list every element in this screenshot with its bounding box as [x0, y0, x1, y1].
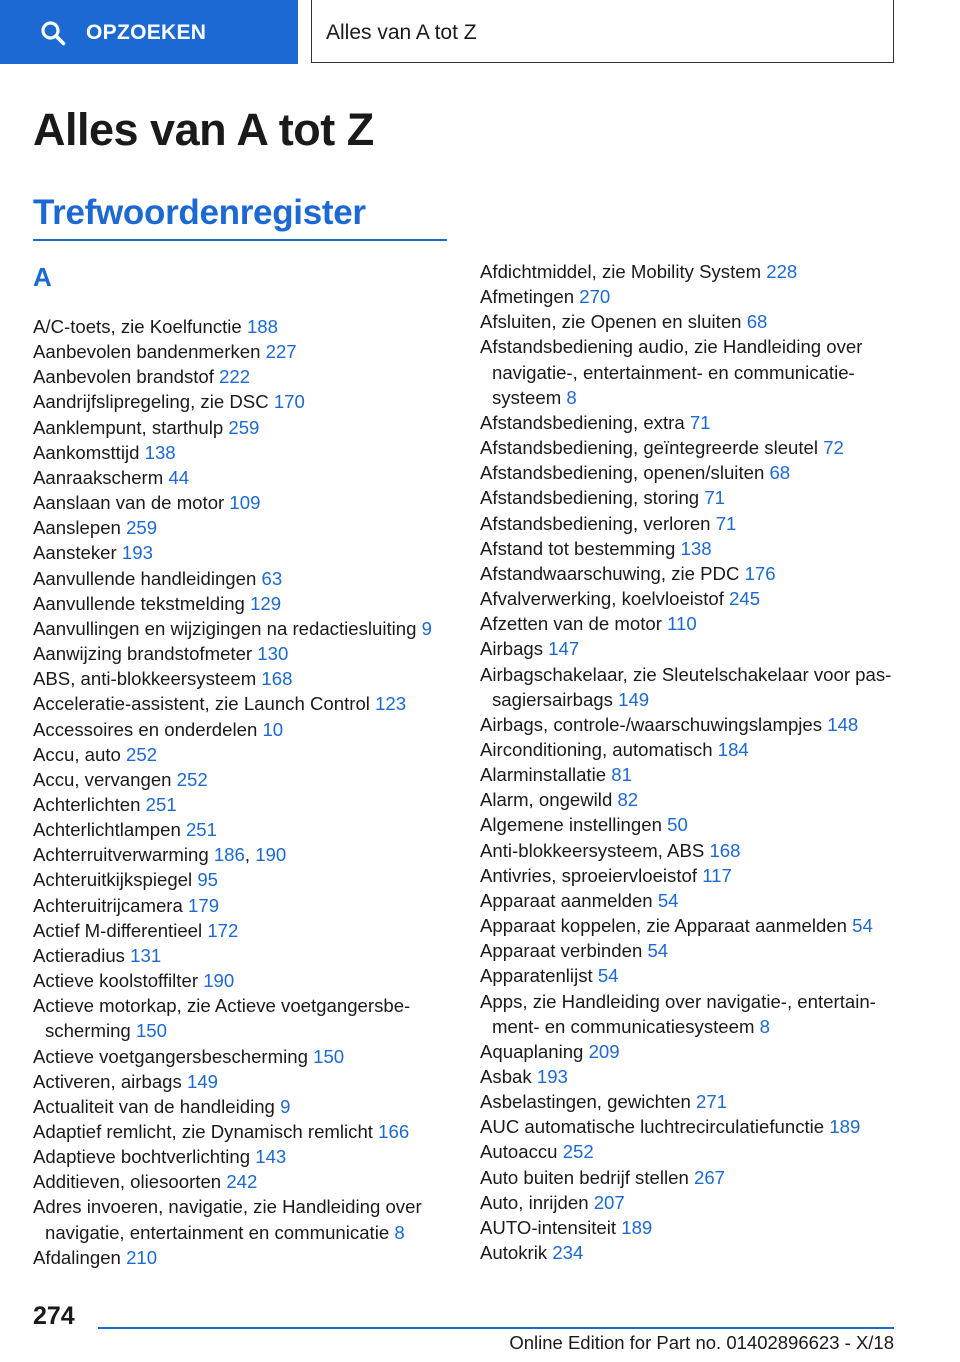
index-entry-term: Additieven, oliesoorten [33, 1171, 222, 1193]
index-entry-term: Auto buiten bedrijf stellen [480, 1166, 689, 1188]
page-link[interactable]: 168 [709, 839, 741, 861]
index-entry-term: Aanvullende tekstmelding [33, 592, 245, 614]
index-entry-term: Afdalingen [33, 1246, 121, 1268]
index-entry [480, 963, 898, 988]
index-entry [480, 662, 898, 712]
index-entry-term: Afstandsbediening, geïntegreerde sleutel [480, 437, 819, 459]
index-entry [480, 410, 898, 435]
index-entry-term: Afstandsbediening, verloren [480, 512, 711, 534]
page-link[interactable]: 227 [265, 341, 297, 363]
index-entry [480, 636, 898, 661]
page-link[interactable]: 72 [823, 437, 844, 459]
page-link[interactable]: 271 [696, 1091, 728, 1113]
index-entry [33, 540, 445, 565]
page-link[interactable]: 150 [313, 1045, 345, 1067]
page-link[interactable]: 207 [593, 1191, 625, 1213]
page-link[interactable]: 54 [597, 965, 619, 987]
index-entry-term: Afvalverwerking, koelvloeistof [480, 588, 724, 610]
index-entry [33, 591, 445, 616]
index-entry [33, 314, 445, 339]
index-entry [480, 586, 898, 611]
index-entry [480, 762, 898, 787]
index-entry-term: Afstandsbediening, storing [480, 487, 700, 509]
index-entry-term: Antivries, sproeiervloeistof [480, 864, 698, 886]
index-entry-term: Achteruitkijkspiegel [33, 869, 193, 891]
search-button[interactable] [0, 0, 298, 64]
index-entry-term: Airconditioning, automatisch [480, 738, 713, 760]
page-link[interactable]: 190 [203, 970, 235, 992]
index-entry-term: Afstandwaarschuwing, zie PDC [480, 562, 740, 584]
index-entry [480, 460, 898, 485]
page-link[interactable]: 109 [229, 492, 261, 514]
index-entry [33, 893, 445, 918]
page-link[interactable]: 148 [827, 713, 859, 735]
breadcrumb[interactable] [311, 0, 894, 63]
index-entry-term: Apparaat aanmelden [480, 889, 653, 911]
page-link[interactable]: 129 [250, 592, 282, 614]
page-link[interactable]: 242 [226, 1171, 258, 1193]
page-link[interactable]: 10 [262, 718, 284, 740]
index-entry-term: Apparaat verbinden [480, 940, 643, 962]
index-entry [480, 1215, 898, 1240]
index-entry [480, 536, 898, 561]
index-entry [480, 1139, 898, 1164]
page-link[interactable]: 179 [188, 894, 220, 916]
index-entry-term: Algemene instellingen [480, 814, 662, 836]
page-link[interactable]: 110 [667, 613, 697, 635]
index-entry [480, 485, 898, 510]
index-entry [33, 389, 445, 414]
index-entry-term: Alarminstallatie [480, 764, 607, 786]
breadcrumb-label: Alles van A tot Z [326, 21, 477, 44]
index-entry-term: Afstandsbediening, extra [480, 411, 685, 433]
index-entry-term: Afdichtmiddel, zie Mobility System [480, 261, 762, 282]
page-link[interactable]: 210 [126, 1246, 158, 1268]
page-link[interactable]: 123 [375, 693, 407, 715]
index-entry-term: Actieve motorkap, zie Actieve voetgangersbe-scherming [33, 995, 411, 1042]
index-entry-term: Autoaccu [480, 1141, 558, 1163]
page-link[interactable]: 9 [280, 1095, 291, 1117]
page-link[interactable]: 189 [621, 1216, 653, 1238]
page-link[interactable]: 251 [185, 819, 217, 841]
index-entry-term: Aanslaan van de motor [33, 492, 225, 514]
page-link[interactable]: 270 [579, 286, 611, 308]
index-entry [33, 465, 445, 490]
index-entry-term: Activeren, airbags [33, 1070, 182, 1092]
page-link[interactable]: 176 [744, 562, 776, 584]
index-entry-term: Actualiteit van de handleiding [33, 1095, 275, 1117]
index-entry [480, 989, 898, 1039]
index-entry [33, 666, 445, 691]
page-number: 274 [33, 1302, 75, 1330]
index-column-right [480, 259, 898, 1265]
index-entry-term: Aanslepen [33, 517, 121, 539]
index-entry-term: Airbags [480, 638, 544, 660]
index-entry-term: Adres invoeren, navigatie, zie Handleiding over navigatie, entertainment en communicatie [33, 1196, 422, 1243]
page-link[interactable]: 234 [552, 1242, 584, 1264]
page-link[interactable]: 172 [207, 919, 239, 941]
index-entry [33, 415, 445, 440]
index-entry-term: Aanwijzing brandstofmeter [33, 643, 253, 665]
index-entry [33, 968, 445, 993]
page-title: Alles van A tot Z [33, 104, 374, 155]
page-link[interactable]: 147 [548, 638, 580, 660]
index-entry [33, 1245, 445, 1270]
index-entry [480, 1039, 898, 1064]
index-entry [33, 792, 445, 817]
index-entry-term: Aanklempunt, starthulp [33, 416, 224, 438]
index-entry [480, 561, 898, 586]
index-entry [33, 1169, 445, 1194]
index-entry-term: Aanraakscherm [33, 466, 164, 488]
index-entry [33, 490, 445, 515]
page-link[interactable]: 117 [702, 864, 732, 886]
page-link[interactable]: 54 [647, 940, 669, 962]
index-entry [33, 515, 445, 540]
index-entry-term: Adaptieve bochtverlichting [33, 1146, 251, 1168]
page-link[interactable]: 71 [689, 411, 711, 433]
footer-edition-text: Online Edition for Part no. 01402896623 - X/18 [509, 1332, 894, 1353]
index-entry-term: Accessoires en onderdelen [33, 718, 258, 740]
search-button-label: OPZOEKEN [86, 21, 207, 44]
page-link[interactable]: 143 [255, 1146, 287, 1168]
index-entry-term: Aansteker [33, 542, 117, 564]
page-link[interactable]: 54 [852, 915, 873, 937]
page-link[interactable]: 8 [566, 386, 577, 408]
index-entry-term: Aquaplaning [480, 1040, 584, 1062]
index-entry [33, 1144, 445, 1169]
page-link[interactable]: 130 [257, 643, 289, 665]
page-link[interactable]: 68 [746, 311, 768, 333]
page-link[interactable]: 170 [273, 391, 305, 413]
index-entry-term: Afstand tot bestemming [480, 537, 676, 559]
index-entry [480, 838, 898, 863]
index-entry-term: Afstandsbediening audio, zie Handleiding over navigatie-, entertainment- en communicatie-systeem [480, 336, 863, 408]
page-link[interactable]: 188 [246, 316, 278, 337]
section-divider [33, 239, 447, 241]
index-entry [33, 440, 445, 465]
page-link[interactable]: 252 [126, 743, 158, 765]
page-link[interactable]: 149 [187, 1070, 219, 1092]
index-entry-term: Achterlichten [33, 793, 141, 815]
index-entry [33, 1119, 445, 1144]
index-entry-term: Actieradius [33, 944, 125, 966]
page-link[interactable]: 150 [135, 1020, 167, 1042]
index-entry [480, 863, 898, 888]
index-entry [480, 913, 898, 938]
page-link[interactable]: 50 [667, 814, 688, 836]
index-entry-term: Aanvullingen en wijzigingen na redactiesluiting [33, 617, 417, 639]
index-entry [33, 817, 445, 842]
index-entry [480, 611, 898, 636]
index-entry-term: Apps, zie Handleiding over navigatie-, entertain-ment- en communicatiesysteem [480, 990, 876, 1037]
index-entry [33, 767, 445, 792]
page-link[interactable]: 222 [219, 366, 251, 388]
index-entry [33, 641, 445, 666]
page-link[interactable]: 252 [562, 1141, 594, 1163]
index-entry-term: Asbelastingen, gewichten [480, 1091, 691, 1113]
index-entry-term: Actieve voetgangersbescherming [33, 1045, 308, 1067]
index-entry-term: Anti-blokkeersysteem, ABS [480, 839, 705, 861]
page-link[interactable]: 184 [717, 738, 749, 760]
page-link[interactable]: 44 [168, 466, 190, 488]
page-link[interactable]: 168 [261, 668, 293, 690]
index-entry-term: Afzetten van de motor [480, 613, 662, 635]
index-entry-term: Adaptief remlicht, zie Dynamisch remlicht [33, 1121, 373, 1142]
index-entry-term: ABS, anti-blokkeersysteem [33, 668, 257, 690]
index-entry [33, 742, 445, 767]
index-entry-term: Airbags, controle-/waarschuwingslampjes [480, 713, 823, 735]
index-entry-term: Aandrijfslipregeling, zie DSC [33, 391, 269, 413]
index-entry [33, 1044, 445, 1069]
page-link[interactable]: 193 [121, 542, 153, 564]
index-entry [480, 938, 898, 963]
page-link[interactable]: 228 [766, 261, 798, 282]
index-entry-term: AUC automatische luchtrecirculatiefunctie [480, 1116, 825, 1138]
page-link[interactable]: 149 [618, 688, 650, 710]
page-link[interactable]: 209 [588, 1040, 620, 1062]
index-entry [480, 888, 898, 913]
index-entry-term: Aanvullende handleidingen [33, 567, 257, 589]
page-link[interactable]: 82 [617, 789, 639, 811]
index-entry [33, 1194, 445, 1244]
index-entry [33, 364, 445, 389]
index-entry-term: Achteruitrijcamera [33, 894, 183, 916]
index-entry-term: Airbagschakelaar, zie Sleutelschakelaar voor pas-sagiersairbags [480, 663, 892, 710]
page-link[interactable]: 267 [693, 1166, 726, 1188]
index-entry-term: AUTO-intensiteit [480, 1216, 617, 1238]
index-entry-term: Apparatenlijst [480, 965, 593, 987]
page-link[interactable]: 166 [378, 1121, 410, 1142]
index-entry [480, 334, 898, 409]
page-link[interactable]: 259 [126, 517, 158, 539]
index-entry-term: Alarm, ongewild [480, 789, 613, 811]
index-entry-term: Achterruitverwarming [33, 844, 209, 866]
index-entry-term: Achterlichtlampen [33, 819, 181, 841]
index-letter-heading: A [33, 262, 52, 292]
index-entry [480, 284, 898, 309]
index-entry [480, 259, 898, 284]
index-entry-term: Actieve koolstoffilter [33, 970, 199, 992]
index-entry [480, 1064, 898, 1089]
page-link[interactable]: 193 [536, 1066, 568, 1087]
index-entry-term: Acceleratie-assistent, zie Launch Control [33, 693, 370, 715]
index-entry [480, 309, 898, 334]
page-link[interactable]: 95 [197, 869, 219, 891]
index-entry [480, 1165, 898, 1190]
index-entry [33, 566, 445, 591]
page-link[interactable]: 245 [729, 588, 761, 610]
index-entry [480, 1240, 898, 1265]
top-bar [0, 0, 960, 66]
index-entry [480, 1089, 898, 1114]
page-link[interactable]: 189 [829, 1116, 861, 1138]
page-link[interactable]: 63 [261, 567, 283, 589]
index-entry [33, 717, 445, 742]
index-entry-term: Asbak [480, 1066, 532, 1087]
index-entry [33, 867, 445, 892]
index-entry-term: Apparaat koppelen, zie Apparaat aanmelden [480, 915, 847, 937]
index-entry [33, 1094, 445, 1119]
search-icon [40, 20, 66, 46]
index-entry [480, 812, 898, 837]
page-link[interactable]: 138 [680, 537, 712, 559]
index-entry [480, 435, 898, 460]
page-link[interactable]: 138 [144, 441, 176, 463]
page-link[interactable]: 81 [611, 764, 632, 786]
index-entry [480, 1190, 898, 1215]
index-entry [480, 737, 898, 762]
page-link[interactable]: 8 [394, 1221, 405, 1243]
section-title: Trefwoordenregister [33, 193, 366, 232]
page-link[interactable]: 259 [228, 416, 260, 438]
index-column-left [33, 314, 445, 1270]
index-entry-term: Afstandsbediening, openen/sluiten [480, 462, 765, 484]
page-link[interactable]: 8 [759, 1015, 770, 1037]
index-entry-term: A/C-toets, zie Koelfunctie [33, 316, 242, 337]
index-entry: Achterruitverwarming 186, 190 [33, 844, 287, 866]
index-entry-term: Aanbevolen brandstof [33, 366, 214, 388]
page-link[interactable]: 252 [176, 768, 208, 790]
page-link[interactable]: 131 [130, 944, 162, 966]
index-entry [480, 712, 898, 737]
index-entry [33, 1069, 445, 1094]
index-entry-term: Afsluiten, zie Openen en sluiten [480, 311, 742, 333]
index-entry [33, 943, 445, 968]
index-entry-term: Accu, auto [33, 743, 121, 765]
index-entry [33, 691, 445, 716]
page-link[interactable]: 71 [704, 487, 725, 509]
page-link[interactable]: 54 [657, 889, 679, 911]
index-entry [33, 616, 445, 641]
index-entry [33, 918, 445, 943]
index-entry-term: Accu, vervangen [33, 768, 172, 790]
index-entry [480, 511, 898, 536]
index-entry-term: Aankomsttijd [33, 441, 140, 463]
page-link[interactable]: 68 [769, 462, 791, 484]
index-entry [480, 1114, 898, 1139]
page-link[interactable]: 186 [213, 844, 245, 866]
index-entry [480, 787, 898, 812]
footer-divider [98, 1327, 894, 1329]
page-link[interactable]: 71 [715, 512, 737, 534]
index-entry [33, 993, 445, 1043]
page-link[interactable]: 190 [255, 844, 287, 866]
index-entry-term: Auto, inrijden [480, 1191, 589, 1213]
index-entry-term: Autokrik [480, 1242, 548, 1264]
page-link[interactable]: 9 [421, 617, 433, 639]
index-entry [33, 339, 445, 364]
page-link[interactable]: 251 [145, 793, 177, 815]
index-entry-term: Actief M-differentieel [33, 919, 203, 941]
index-entry-term: Aanbevolen bandenmerken [33, 341, 261, 363]
index-entry-term: Afmetingen [480, 286, 575, 308]
